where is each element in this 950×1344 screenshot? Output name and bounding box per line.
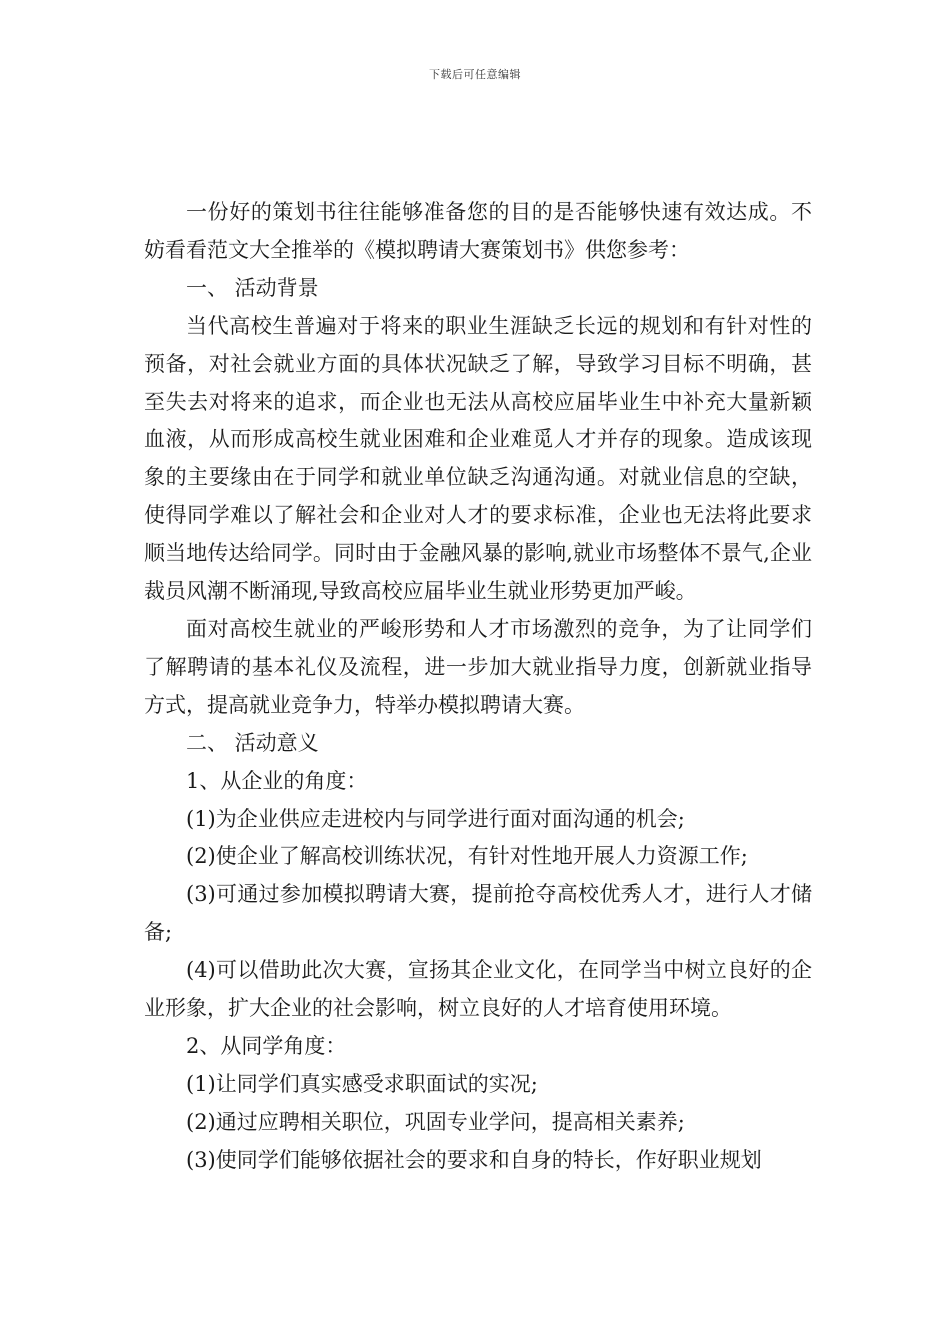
subheading-students: 2、从同学角度：: [186, 1033, 347, 1058]
list-item: (2)通过应聘相关职位，巩固专业学问，提高相关素养;: [186, 1109, 685, 1134]
list-item: (1)为企业供应走进校内与同学进行面对面沟通的机会;: [186, 806, 685, 831]
section-heading-significance: 二、 活动意义: [186, 730, 319, 755]
intro-paragraph: 一份好的策划书往往能够准备您的目的是否能够快速有效达成。不妨看看范文大全推举的《模拟聘请大赛策划书》供您参考：: [144, 200, 812, 262]
background-paragraph-2: 面对高校生就业的严峻形势和人才市场激烈的竞争，为了让同学们了解聘请的基本礼仪及流程，进一步加大就业指导力度，创新就业指导方式，提高就业竞争力，特举办模拟聘请大赛。: [144, 616, 812, 717]
background-paragraph: 当代高校生普遍对于将来的职业生涯缺乏长远的规划和有针对性的预备，对社会就业方面的具体状况缺乏了解，导致学习目标不明确，甚至失去对将来的追求，而企业也无法从高校应届毕业生中补充大量新颖血液，从而形成高校生就业困难和企业难觅人才并存的现象。造成该现象的主要缘由在于同学和就业单位缺乏沟通沟通。对就业信息的空缺，使得同学难以了解社会和企业对人才的要求标准，企业也无法将此要求顺当地传达给同学。同时由于金融风暴的影响,就业市场整体不景气,企业裁员风潮不断涌现,导致高校应届毕业生就业形势更加严峻。: [144, 313, 812, 604]
subheading-enterprise: 1、从企业的角度：: [186, 768, 368, 793]
list-item: (3)使同学们能够依据社会的要求和自身的特长，作好职业规划: [186, 1147, 762, 1172]
list-item: (2)使企业了解高校训练状况，有针对性地开展人力资源工作;: [186, 844, 748, 869]
list-item: (3)可通过参加模拟聘请大赛，提前抢夺高校优秀人才，进行人才储备;: [144, 882, 812, 945]
list-item: (4)可以借助此次大赛，宣扬其企业文化，在同学当中树立良好的企业形象，扩大企业的社会影响，树立良好的人才培育使用环境。: [144, 958, 812, 1021]
document-body: [144, 194, 812, 1180]
section-heading-background: 一、 活动背景: [186, 275, 319, 300]
list-item: (1)让同学们真实感受求职面试的实况;: [186, 1071, 538, 1096]
page-header: 下载后可任意编辑: [429, 68, 521, 81]
